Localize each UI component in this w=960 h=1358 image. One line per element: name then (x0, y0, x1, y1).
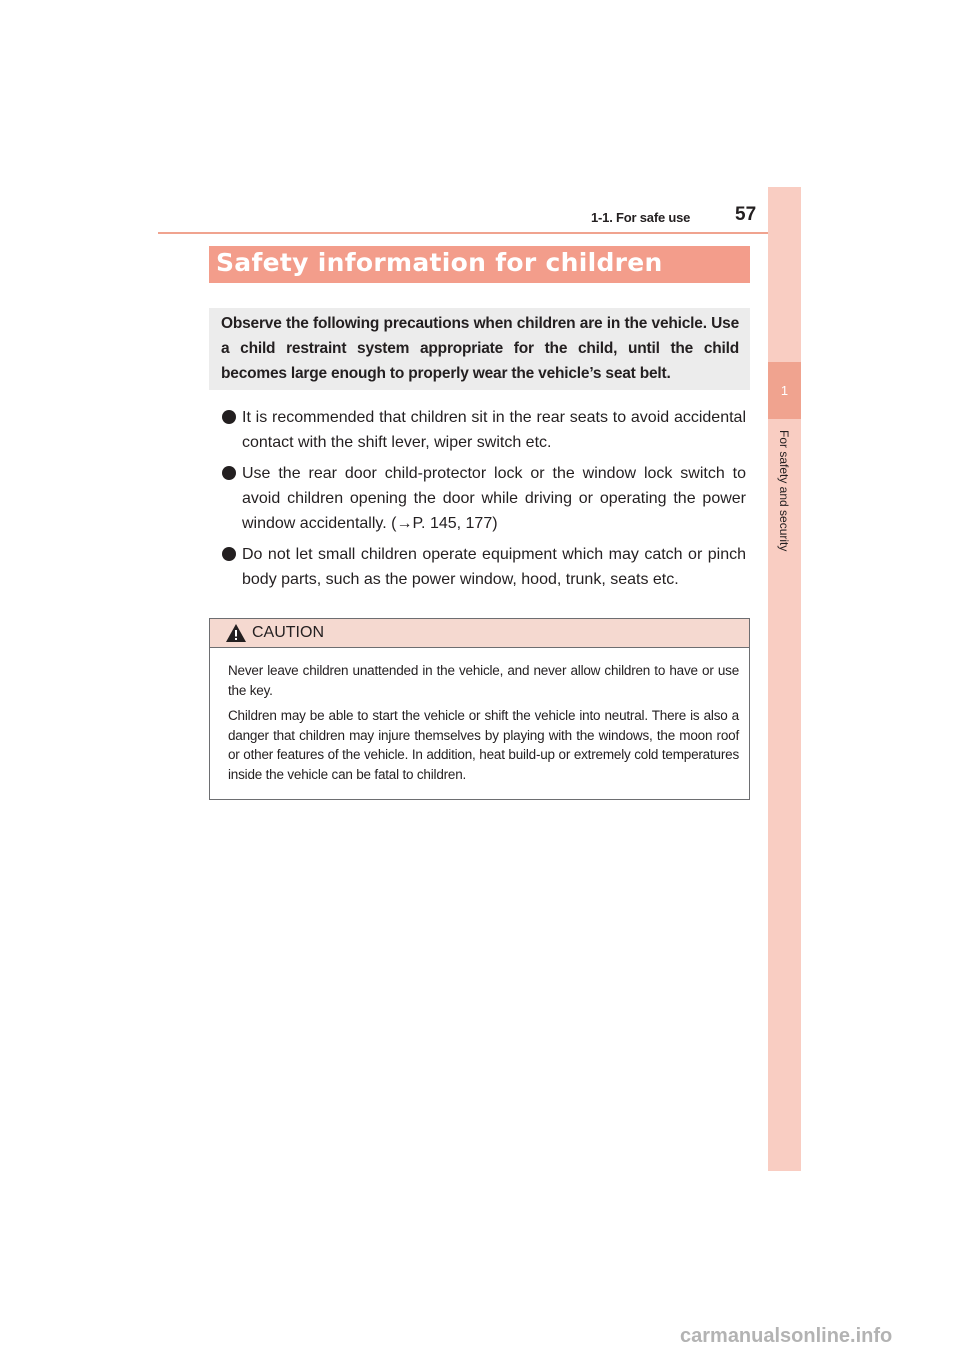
header-rule (158, 232, 800, 234)
caution-paragraph: Never leave children unattended in the vehicle, and never allow children to have or use the key. (228, 663, 739, 698)
caution-body (228, 661, 739, 790)
bullet-dot-icon (222, 466, 236, 480)
section-label: 1-1. For safe use (591, 210, 691, 225)
caution-title: CAUTION (252, 624, 324, 641)
chapter-side-tab (768, 187, 801, 1171)
bullet-dot-icon (222, 547, 236, 561)
chapter-title-vertical: For safety and security (777, 430, 791, 552)
chapter-number-tab[interactable]: 1 (768, 362, 801, 419)
list-item-text: Use the rear door child-protector lock or the window lock switch to avoid children opening the door while driving or operating the power window accidentally. (→P. 145, 177) (242, 465, 746, 532)
page-title: Safety information for children (216, 248, 663, 277)
caution-paragraph: Children may be able to start the vehicle or shift the vehicle into neutral. There is also a danger that children may injure themselves by playing with the windows, the moon roof or other features of the vehicle. In addition, heat build-up or extremely cold temperatures inside the vehicle can be fatal to children. (228, 708, 739, 782)
caution-header (210, 619, 749, 648)
warning-triangle-icon (225, 623, 247, 643)
list-item-text: It is recommended that children sit in the rear seats to avoid accidental contact with the shift lever, wiper switch etc. (242, 409, 746, 451)
watermark: carmanualsonline.info (680, 1325, 893, 1347)
list-item (222, 461, 746, 536)
bullet-list (222, 405, 746, 598)
list-item-text: Do not let small children operate equipment which may catch or pinch body parts, such as the power window, hood, trunk, seats etc. (242, 546, 746, 588)
intro-box (209, 308, 750, 390)
caution-box (209, 618, 750, 800)
list-item (222, 405, 746, 455)
intro-text: Observe the following precautions when children are in the vehicle. Use a child restraint system appropriate for the child, until the child becomes large enough to properly wear the vehicle’s seat belt. (221, 315, 739, 382)
section-title-bar (209, 246, 750, 283)
bullet-dot-icon (222, 410, 236, 424)
page-number: 57 (735, 204, 757, 225)
list-item (222, 542, 746, 592)
